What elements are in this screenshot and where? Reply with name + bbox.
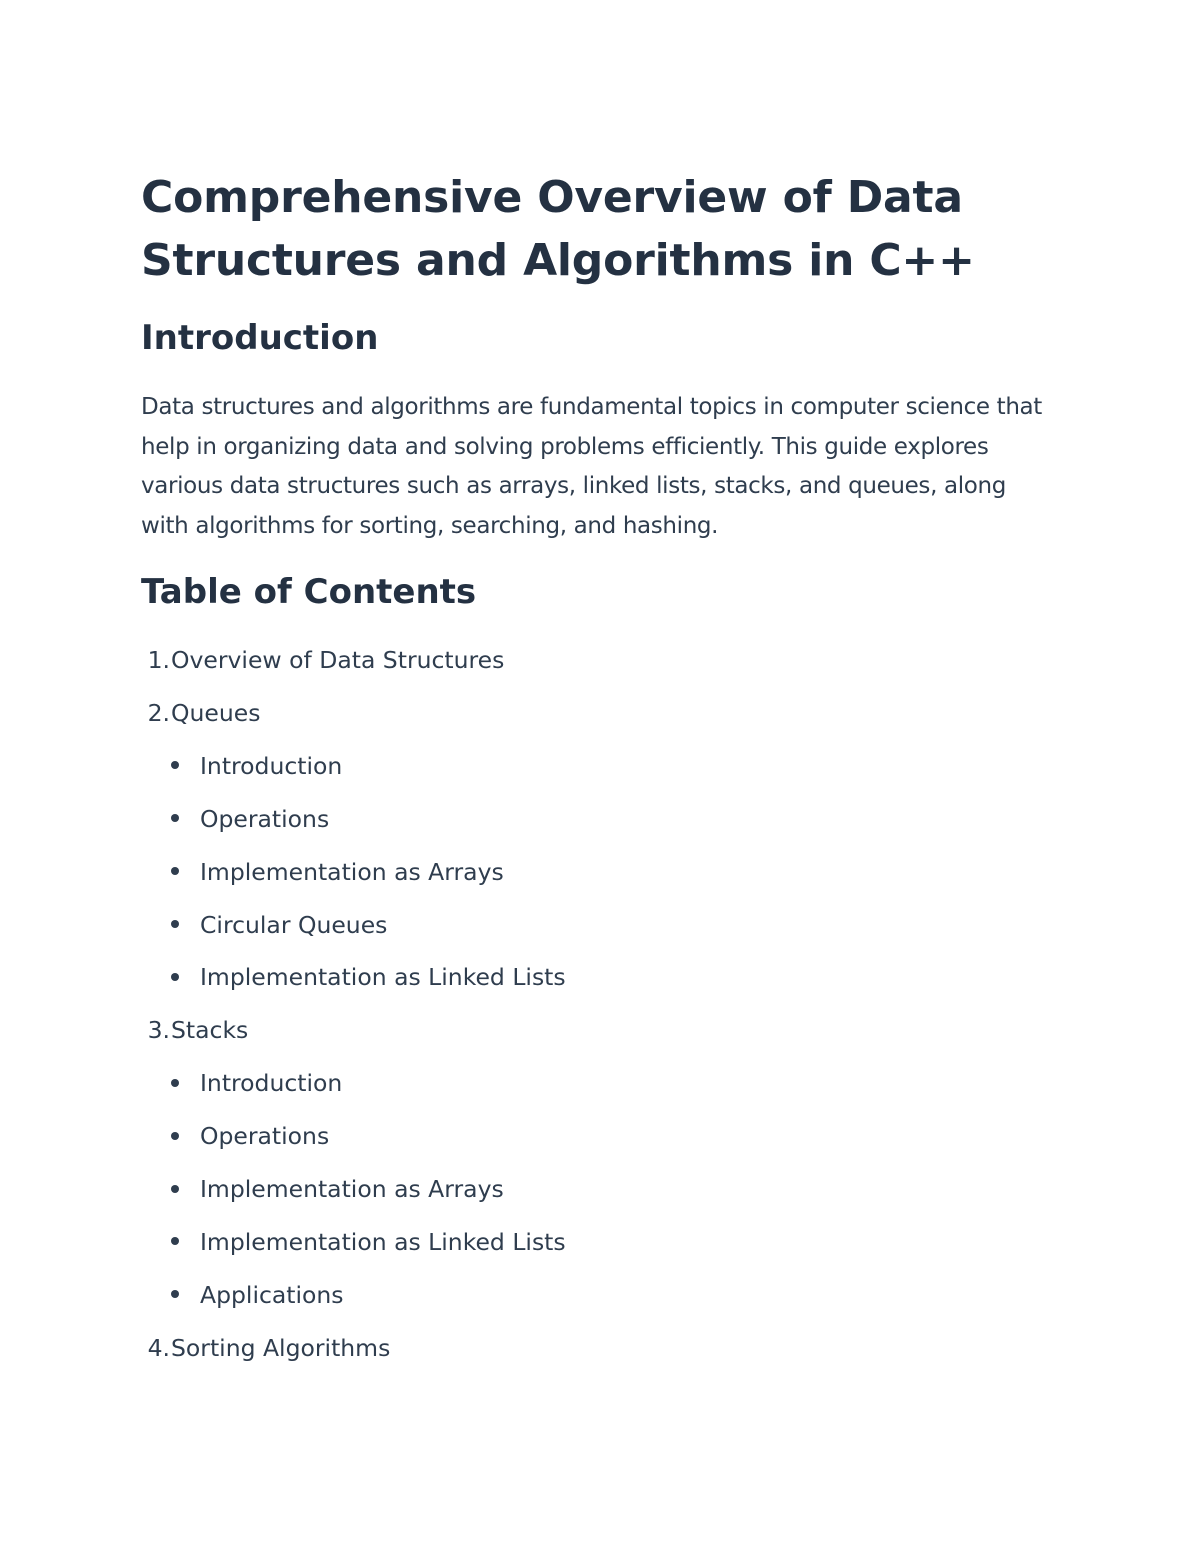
toc-subitem[interactable] — [171, 1116, 329, 1156]
bullet-icon — [171, 973, 179, 981]
toc-subitem[interactable] — [171, 799, 329, 839]
toc-item-number: 1. — [147, 646, 170, 674]
toc-subitem-label: Introduction — [200, 751, 343, 780]
toc-item[interactable] — [141, 1328, 390, 1368]
toc-item-number: 2. — [147, 698, 170, 727]
toc-subitem-label: Operations — [200, 804, 330, 833]
bullet-icon — [171, 1185, 179, 1193]
toc-subitem-label: Circular Queues — [200, 910, 388, 939]
toc-item-number: 3. — [147, 1016, 170, 1045]
toc-item-label: Sorting Algorithms — [171, 1333, 391, 1362]
toc-subitem[interactable] — [171, 1275, 344, 1315]
table-of-contents-heading: Table of Contents — [141, 572, 477, 612]
toc-item[interactable] — [141, 1010, 248, 1050]
bullet-icon — [171, 920, 179, 928]
toc-subitem[interactable] — [171, 957, 566, 997]
toc-subitem-label: Implementation as Linked Lists — [200, 963, 566, 992]
toc-item-label: Stacks — [171, 1016, 249, 1045]
toc-subitem-label: Implementation as Arrays — [200, 1175, 504, 1203]
toc-subitem-label: Implementation as Linked Lists — [200, 1227, 566, 1256]
bullet-icon — [171, 1290, 179, 1298]
bullet-icon — [171, 1132, 179, 1140]
bullet-icon — [171, 1237, 179, 1245]
toc-subitem[interactable] — [171, 1169, 504, 1209]
toc-subitem-label: Operations — [200, 1122, 330, 1151]
toc-subitem[interactable] — [171, 852, 504, 892]
bullet-icon — [171, 761, 179, 769]
document-title: Comprehensive Overview of Data Structures and Algorithms in C++ — [141, 172, 975, 286]
toc-item-label: Queues — [171, 698, 261, 727]
toc-subitem[interactable] — [171, 1063, 342, 1103]
introduction-heading: Introduction — [141, 318, 379, 358]
toc-subitem-label: Introduction — [200, 1069, 343, 1098]
introduction-paragraph: Data structures and algorithms are fundamental topics in computer science that help in organizing data and solving problems efficiently. This guide explores various data structures such as arrays, linked lists, stacks, and queues, along with algorithms for sorting, searching, and hashing. — [141, 394, 1042, 539]
bullet-icon — [171, 1079, 179, 1087]
toc-item[interactable] — [141, 640, 504, 680]
bullet-icon — [171, 867, 179, 875]
toc-subitem-label: Applications — [200, 1280, 344, 1309]
toc-subitem[interactable] — [171, 905, 387, 945]
toc-item[interactable] — [141, 693, 260, 733]
toc-subitem[interactable] — [171, 746, 342, 786]
bullet-icon — [171, 814, 179, 822]
toc-item-number: 4. — [147, 1333, 170, 1362]
toc-item-label: Overview of Data Structures — [171, 646, 505, 674]
toc-subitem[interactable] — [171, 1222, 566, 1262]
toc-subitem-label: Implementation as Arrays — [200, 857, 504, 886]
